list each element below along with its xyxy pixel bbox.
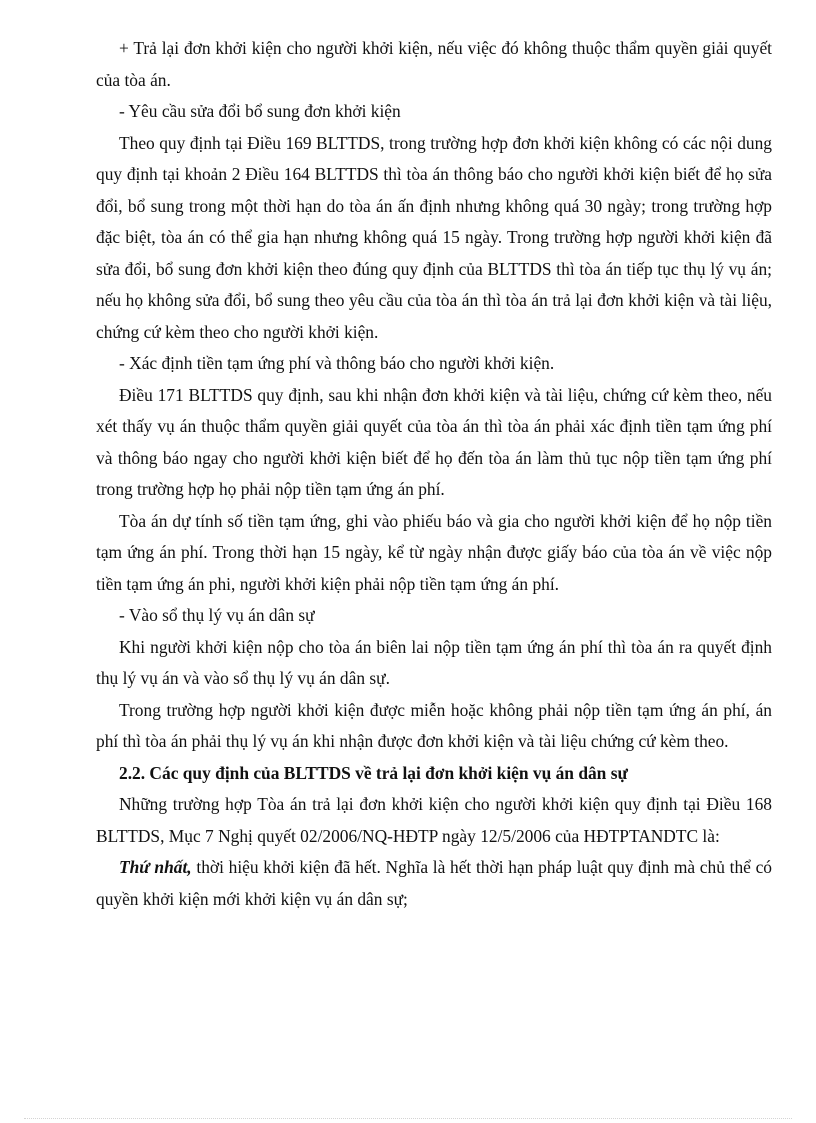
paragraph-lead: Thứ nhất, <box>119 857 192 877</box>
paragraph-receipt: Khi người khởi kiện nộp cho tòa án biên lai nộp tiền tạm ứng án phí thì tòa án ra quyết định thụ lý vụ án và vào sổ thụ lý vụ án dân sự. <box>96 636 772 688</box>
paragraph-first-case <box>96 852 772 915</box>
paragraph-first-case-text: thời hiệu khởi kiện đã hết. Nghĩa là hết thời hạn pháp luật quy định mà chủ thể có quyền khởi kiện mới khởi kiện vụ án dân sự; <box>96 857 772 909</box>
section-heading: 2.2. Các quy định của BLTTDS về trả lại đơn khởi kiện vụ án dân sự <box>119 762 628 783</box>
list-item-register-case: - Vào sổ thụ lý vụ án dân sự <box>119 605 315 625</box>
page-bottom-rule <box>24 1118 792 1119</box>
list-item-determine-fee: - Xác định tiền tạm ứng phí và thông báo cho người khởi kiện. <box>119 353 555 373</box>
list-item-amend-petition: - Yêu cầu sửa đổi bổ sung đơn khởi kiện <box>119 101 401 121</box>
paragraph-return-cases: Những trường hợp Tòa án trả lại đơn khởi kiện cho người khởi kiện quy định tại Điều 168 BLTTDS, Mục 7 Nghị quyết 02/2006/NQ-HĐTP ngày 12/5/2006 của HĐTPTANDTC là: <box>96 794 772 846</box>
paragraph-article-169: Theo quy định tại Điều 169 BLTTDS, trong trường hợp đơn khởi kiện không có các nội dung quy định tại khoản 2 Điều 164 BLTTDS thì tòa án thông báo cho người khởi kiện biết để họ sửa đổi, bổ sung trong một thời hạn do tòa án ấn định nhưng không quá 30 ngày; trong trường hợp đặc biệt, tòa án có thể gia hạn nhưng không quá 15 ngày. Trong trường hợp người khởi kiện đã sửa đổi, bổ sung đơn khởi kiện theo đúng quy định của BLTTDS thì tòa án tiếp tục thụ lý vụ án; nếu họ không sửa đổi, bổ sung theo yêu cầu của tòa án thì tòa án trả lại đơn khởi kiện và tài liệu, chứng cứ kèm theo cho người khởi kiện. <box>96 132 772 342</box>
paragraph-return-petition: + Trả lại đơn khởi kiện cho người khởi kiện, nếu việc đó không thuộc thẩm quyền giải quyết của tòa án. <box>96 38 772 90</box>
paragraph-fee-estimate: Tòa án dự tính số tiền tạm ứng, ghi vào phiếu báo và gia cho người khởi kiện để họ nộp tiền tạm ứng án phí. Trong thời hạn 15 ngày, kể từ ngày nhận được giấy báo của tòa án về việc nộp tiền tạm ứng án phi, người khởi kiện phải nộp tiền tạm ứng án phí. <box>96 510 772 594</box>
paragraph-article-171: Điều 171 BLTTDS quy định, sau khi nhận đơn khởi kiện và tài liệu, chứng cứ kèm theo, nếu xét thấy vụ án thuộc thẩm quyền giải quyết của tòa án thì tòa án phải xác định tiền tạm ứng phí và thông báo ngay cho người khởi kiện biết để họ đến tòa án làm thủ tục nộp tiền tạm ứng phí trong trường hợp họ phải nộp tiền tạm ứng án phí. <box>96 384 772 499</box>
paragraph-fee-exemption: Trong trường hợp người khởi kiện được miễn hoặc không phải nộp tiền tạm ứng án phí, án phí thì tòa án phải thụ lý vụ án khi nhận được đơn khởi kiện và tài liệu chứng cứ kèm theo. <box>96 699 772 751</box>
